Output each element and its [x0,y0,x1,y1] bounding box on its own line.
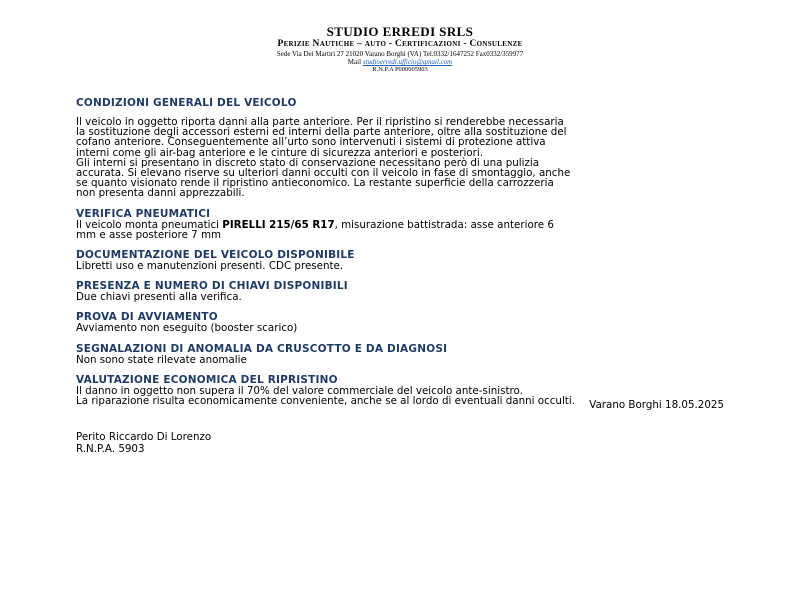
section-heading: PRESENZA E NUMERO DI CHIAVI DISPONIBILI [76,280,348,293]
paragraph-line: accurata. Si elevano riserve su ulteriori danni occulti con il veicolo in fase di smontaggio, anche [76,167,571,180]
mail-label: Mail [347,58,363,66]
section-chiavi [76,280,726,302]
section-text: Avviamento non eseguito (booster scarico) [76,322,298,335]
company-address: Sede Via Dei Martiri 27 21020 Varano Borghi (VA) Tel.0332/1647252 Fax0332/359977 [276,50,524,58]
tyre-text: , misurazione battistrada: asse anteriore 6 [334,218,554,231]
tyre-line: mm e asse posteriore 7 mm [76,228,222,241]
section-documentazione [76,249,726,271]
paragraph-line: interni come gli air-bag anteriore e le cinture di sicurezza anteriori e posteriori. [76,146,483,159]
signer-rnpa: R.N.P.A. 5903 [76,443,145,455]
signer-name: Perito Riccardo Di Lorenzo [76,431,212,443]
company-name: STUDIO ERREDI SRLS [326,24,474,39]
section-heading: PROVA DI AVVIAMENTO [76,311,218,324]
paragraph-line: la sostituzione degli accessori esterni ed interni della parte anteriore, oltre alla sostituzione del [76,126,567,139]
paragraph-line: non presenta danni apprezzabili. [76,187,245,200]
paragraph-line: La riparazione risulta economicamente conveniente, anche se al lordo di eventuali danni occulti. [76,395,575,408]
report-body [76,97,726,406]
paragraph-line: Il danno in oggetto non supera il 70% del valore commerciale del veicolo ante-sinistro. [76,384,523,397]
document-date: Varano Borghi 18.05.2025 [589,399,724,411]
section-heading: VERIFICA PNEUMATICI [76,207,211,220]
section-condizioni [76,97,726,199]
letterhead [0,24,800,74]
paragraph-line: se quanto visionato rende il ripristino antieconomico. La restante superficie della carrozzeria [76,177,554,190]
tyre-text: Il veicolo monta pneumatici [76,218,223,231]
tyre-model: PIRELLI 215/65 R17 [222,218,335,231]
section-text: Non sono state rilevate anomalie [76,353,247,366]
section-heading: CONDIZIONI GENERALI DEL VEICOLO [76,97,297,109]
section-avviamento [76,311,726,333]
company-mail-line [0,58,800,66]
section-text: Due chiavi presenti alla verifica. [76,291,242,304]
section-anomalie [76,343,726,365]
section-pneumatici [76,208,726,240]
paragraph-line: cofano anteriore. Conseguentemente all’urto sono intervenuti i sistemi di protezione attiva [76,136,546,149]
company-rnpa: R.N.P.A P000005903 [372,66,428,73]
section-heading: SEGNALAZIONI DI ANOMALIA DA CRUSCOTTO E DA DIAGNOSI [76,342,448,355]
section-text: Libretti uso e manutenzioni presenti. CDC presente. [76,260,344,273]
company-services: Perizie Nautiche – auto - Certificazioni - Consulenze [277,39,523,49]
paragraph-line: Il veicolo in oggetto riporta danni alla parte anteriore. Per il ripristino si renderebbe necessaria [76,116,564,128]
section-heading: VALUTAZIONE ECONOMICA DEL RIPRISTINO [76,373,338,386]
mail-link[interactable]: studioerredi.ufficio@gmail.com [362,58,453,66]
section-heading: DOCUMENTAZIONE DEL VEICOLO DISPONIBILE [76,249,355,262]
paragraph-line: Gli interni si presentano in discreto stato di conservazione necessitano però di una pulizia [76,156,540,169]
signature-block [76,431,211,455]
